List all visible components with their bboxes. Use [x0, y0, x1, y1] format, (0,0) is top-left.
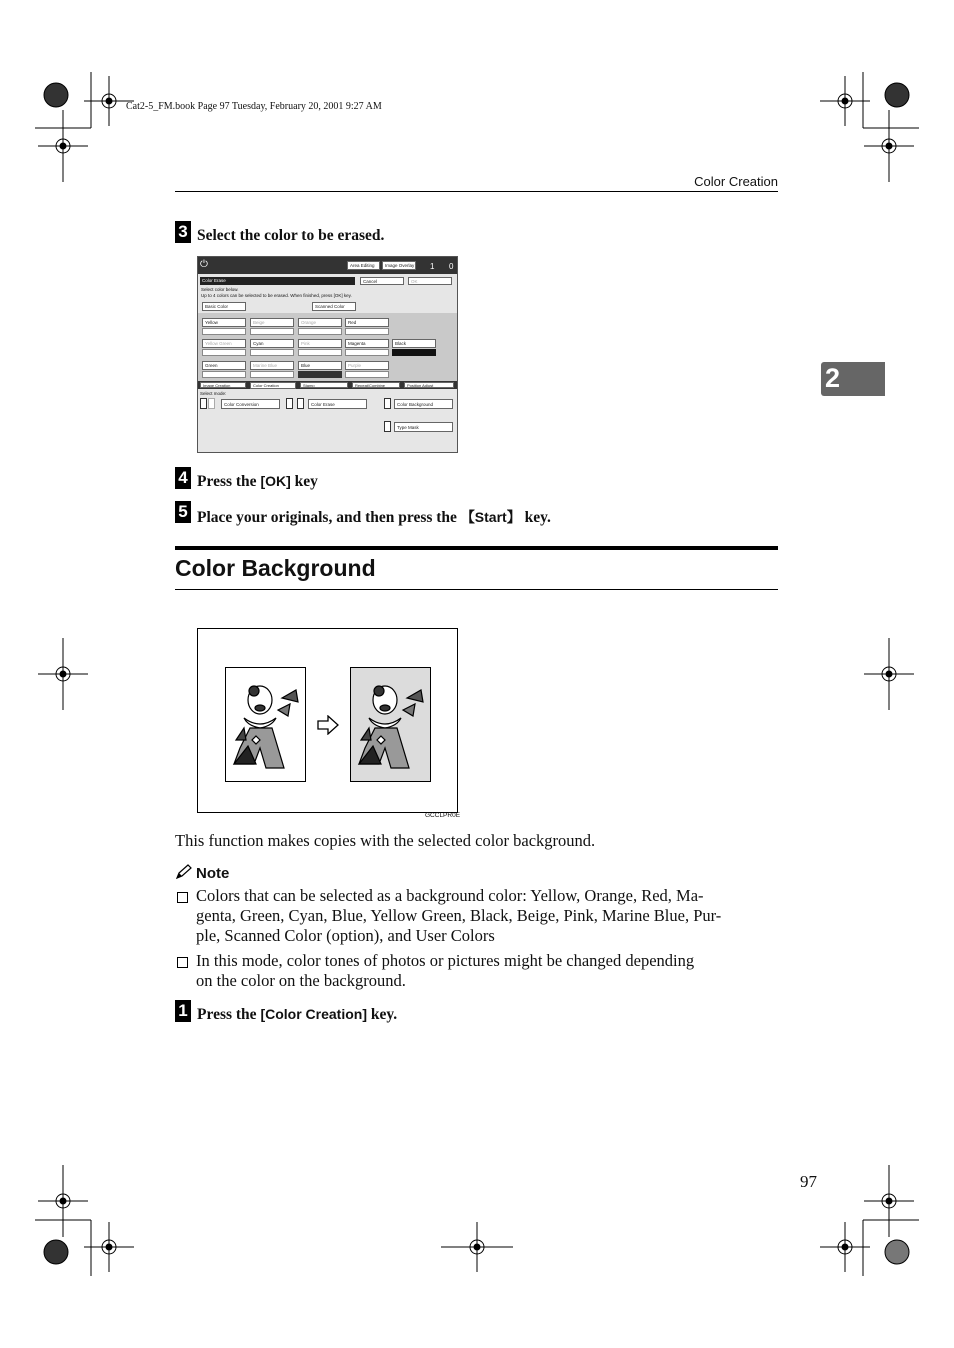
note-item	[196, 951, 694, 991]
step-text	[197, 507, 551, 527]
arrow-right-icon	[317, 715, 339, 735]
step-text-part: key	[290, 473, 318, 490]
ok-key: [OK]	[260, 473, 291, 489]
step-number: 5	[175, 501, 191, 523]
clown-figure-icon	[351, 668, 430, 781]
power-icon: ⏻	[200, 259, 208, 270]
header-rule	[175, 191, 778, 192]
section-title: Color Background	[175, 555, 376, 581]
chapter-tab	[821, 362, 885, 396]
note-line: genta, Green, Cyan, Blue, Yellow Green, Black, Beige, Pink, Marine Blue, Pur-	[196, 906, 722, 925]
mode-icon	[297, 398, 304, 409]
mode-icon	[200, 398, 207, 409]
section-rule-bottom	[175, 589, 778, 590]
step-text-part: Place your originals, and then press the	[197, 509, 461, 526]
color-beige[interactable]: Beige	[250, 318, 294, 327]
color-magenta[interactable]: Magenta	[345, 339, 389, 348]
tab-color-creation[interactable]: Color Creation	[250, 382, 296, 389]
step-text: Select the color to be erased.	[197, 227, 385, 244]
swatch	[298, 349, 342, 356]
tab-repeat-combine[interactable]: Repeat/Combine	[352, 382, 400, 388]
mode-icon	[384, 398, 391, 409]
swatch	[345, 371, 389, 378]
mode-icon	[384, 421, 391, 432]
scanned-color-button[interactable]: Scanned Color	[312, 302, 356, 311]
swatch	[345, 349, 389, 356]
swatch-blue	[298, 371, 342, 378]
select-mode-label: Select mode:	[200, 391, 227, 396]
book-line: Cat2-5_FM.book Page 97 Tuesday, February 20, 2001 9:27 AM	[126, 101, 382, 112]
bullet-checkbox-icon	[177, 957, 188, 968]
step-text-part: Press the	[197, 1006, 261, 1023]
note-line: ple, Scanned Color (option), and User Colors	[196, 926, 495, 945]
color-pink[interactable]: Pink	[298, 339, 342, 348]
tab-position-adjust[interactable]: Position Adjust	[404, 382, 454, 388]
screen-title: Color Erase	[202, 278, 226, 283]
tab-image-creation[interactable]: Image Creation	[200, 382, 246, 388]
image-overlay-button[interactable]: Image Overlay	[382, 261, 416, 270]
note-line: on the color on the background.	[196, 971, 406, 990]
color-erase-screenshot	[197, 256, 458, 453]
step-text-part: key.	[367, 1006, 398, 1023]
color-creation-key: [Color Creation]	[260, 1006, 367, 1022]
step-text-part: Press the	[197, 473, 261, 490]
mode-color-background-button[interactable]: Color Background	[394, 399, 453, 409]
start-key: 【Start】	[460, 509, 521, 525]
color-marine-blue[interactable]: Marine Blue	[250, 361, 294, 370]
note-label: Note	[196, 865, 230, 882]
basic-color-button[interactable]: Basic Color	[202, 302, 246, 311]
swatch	[202, 371, 246, 378]
area-editing-button[interactable]: Area Editing	[347, 261, 380, 270]
original-panel	[225, 667, 306, 782]
mode-icon	[286, 398, 293, 409]
swatch	[202, 349, 246, 356]
step-number: 3	[175, 221, 191, 243]
step-text	[197, 473, 318, 491]
mode-color-erase-button[interactable]: Color Erase	[308, 399, 367, 409]
clown-figure-icon	[226, 668, 305, 781]
note-line: Colors that can be selected as a background color: Yellow, Orange, Red, Ma-	[196, 886, 704, 905]
section-rule-top	[175, 546, 778, 550]
color-purple[interactable]: Purple	[345, 361, 389, 370]
step-text-part: key.	[520, 509, 551, 526]
swatch	[345, 328, 389, 335]
cancel-button[interactable]: Cancel	[360, 277, 404, 285]
mode-icon	[208, 398, 215, 409]
header-title: Color Creation	[694, 174, 778, 189]
color-blue[interactable]: Blue	[298, 361, 342, 370]
swatch	[250, 371, 294, 378]
swatch	[250, 349, 294, 356]
bullet-checkbox-icon	[177, 892, 188, 903]
color-black[interactable]: Black	[392, 339, 436, 348]
copies-counter: 0	[449, 262, 454, 271]
swatch-black	[392, 349, 436, 356]
swatch	[298, 328, 342, 335]
note-line: In this mode, color tones of photos or pictures might be changed depending	[196, 951, 695, 970]
page-number: 97	[800, 1172, 817, 1191]
step-number: 1	[175, 1000, 191, 1022]
mode-color-conversion-button[interactable]: Color Conversion	[221, 399, 280, 409]
chapter-tab-number: 2	[825, 363, 841, 393]
swatch	[202, 328, 246, 335]
swatch	[250, 328, 294, 335]
copy-panel	[350, 667, 431, 782]
color-yellow[interactable]: Yellow	[202, 318, 246, 327]
pencil-icon	[175, 864, 193, 880]
mode-type-mask-button[interactable]: Type Mask	[394, 422, 453, 432]
instruction-2: Up to 4 colors can be selected to be erased. When finished, press [OK] key.	[201, 293, 352, 298]
screen-top-bar	[198, 257, 457, 274]
color-orange[interactable]: Orange	[298, 318, 342, 327]
color-cyan[interactable]: Cyan	[250, 339, 294, 348]
instruction-1: Select color below.	[201, 287, 239, 292]
color-green[interactable]: Green	[202, 361, 246, 370]
ok-button[interactable]: OK	[408, 277, 452, 285]
qty-counter: 1	[430, 262, 435, 271]
tab-stamp[interactable]: Stamp	[300, 382, 348, 388]
note-item	[196, 886, 721, 946]
color-red[interactable]: Red	[345, 318, 389, 327]
color-yellow-green[interactable]: Yellow Green	[202, 339, 246, 348]
illustration-code: GCCLPR0E	[425, 812, 461, 819]
color-background-illustration	[197, 628, 458, 813]
step-number: 4	[175, 467, 191, 489]
section-description: This function makes copies with the selected color background.	[175, 831, 596, 850]
step-text	[197, 1006, 397, 1024]
